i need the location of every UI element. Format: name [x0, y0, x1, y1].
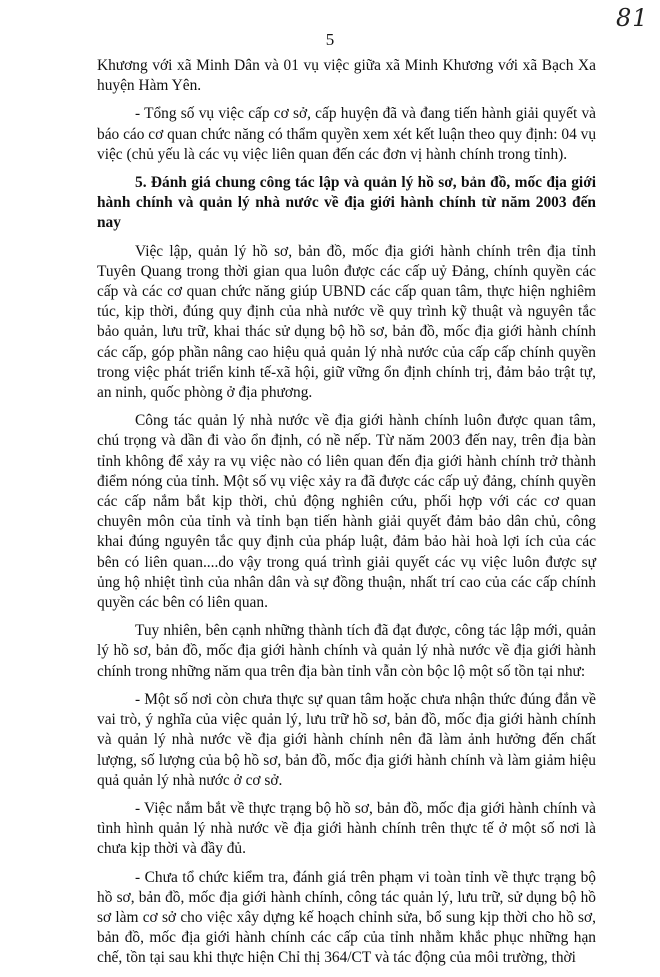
- document-body: [97, 56, 596, 977]
- paragraph-limitations-intro: Tuy nhiên, bên cạnh những thành tích đã đạt được, công tác lập mới, quản lý hồ sơ, bản đồ, mốc địa giới hành chính và quản lý nhà nước về địa giới hành chính trong những năm qua trên địa bàn tỉnh vẫn còn bộc lộ một số tồn tại như:: [97, 622, 596, 680]
- paragraph-dispute-summary: - Tổng số vụ việc cấp cơ sở, cấp huyện đã và đang tiến hành giải quyết và báo cáo cơ quan chức năng có thẩm quyền xem xét kết luận theo quy định: 04 vụ việc (chủ yếu là các vụ việc liên quan đến các đơn vị hành chính trong tỉnh).: [97, 105, 597, 163]
- paragraph-records-management: Việc lập, quản lý hồ sơ, bản đồ, mốc địa giới hành chính trên địa tỉnh Tuyên Quang trong thời gian qua luôn được các cấp uỷ Đảng, chính quyền các cấp và các cơ quan chức năng giúp UBND các cấp quan tâm, thực hiện nghiêm túc, kịp thời, đúng quy định của nhà nước về quy trình kỹ thuật và nguyên tắc bảo quản, lưu trữ, khai thác sử dụng bộ hồ sơ, bản đồ, mốc địa giới hành chính các cấp, góp phần nâng cao hiệu quả quản lý nhà nước của cấp cấp chính quyền trong việc phát triển kinh tế-xã hội, giữ vững ổn định chính trị, đảm bảo trật tự, an ninh, quốc phòng ở địa phương.: [97, 242, 596, 402]
- paragraph-limitation-2: - Việc nắm bắt về thực trạng bộ hồ sơ, bản đồ, mốc địa giới hành chính và tình hình quản lý nhà nước về địa giới hành chính trên thực tế ở một số nơi là chưa kịp thời và đầy đủ.: [97, 799, 596, 858]
- section-heading-5: 5. Đánh giá chung công tác lập và quản lý hồ sơ, bản đồ, mốc địa giới hành chính và quản lý nhà nước về địa giới hành chính từ năm 2003 đến nay: [97, 174, 596, 232]
- page-number: 5: [325, 30, 335, 49]
- handwritten-page-mark: 81: [616, 4, 649, 32]
- paragraph-limitation-3: - Chưa tổ chức kiểm tra, đánh giá trên phạm vi toàn tỉnh về thực trạng bộ hồ sơ, bản đồ, mốc địa giới hành chính, công tác quản lý, lưu trữ, sử dụng bộ hồ sơ làm cơ sở cho việc xây dựng kế hoạch chỉnh sửa, bổ sung kịp thời cho hồ sơ, bản đồ, mốc địa giới hành chính các cấp của tỉnh nhằm khắc phục những hạn chế, tồn tại sau khi thực hiện Chỉ thị 364/CT và tác động của môi trường, thời: [97, 868, 596, 967]
- paragraph-continuation: Khương với xã Minh Dân và 01 vụ việc giữa xã Minh Khương với xã Bạch Xa huyện Hàm Yên.: [97, 57, 596, 95]
- paragraph-state-management: Công tác quản lý nhà nước về địa giới hành chính luôn được quan tâm, chú trọng và dần đi vào ổn định, có nề nếp. Từ năm 2003 đến nay, trên địa bàn tỉnh không để xảy ra vụ việc nào có liên quan đến địa giới hành chính trở thành điểm nóng của tỉnh. Một số vụ việc xảy ra đã được các cấp uỷ đảng, chính quyền các cấp nắm bắt kịp thời, chủ động nghiên cứu, phối hợp với các cơ quan chuyên môn của tỉnh và tỉnh bạn tiến hành giải quyết đảm bảo dân chủ, công khai đúng nguyên tắc quy định của pháp luật, đảm bảo hài hoà lợi ích của các bên có liên quan....do vậy trong quá trình giải quyết các vụ việc luôn được sự ủng hộ nhiệt tình của nhân dân và sự đồng thuận, nhất trí cao của các cấp chính quyền các bên có liên quan.: [97, 412, 597, 612]
- paragraph-limitation-1: - Một số nơi còn chưa thực sự quan tâm hoặc chưa nhận thức đúng đắn về vai trò, ý nghĩa của việc quản lý, lưu trữ hồ sơ, bản đồ, mốc địa giới hành chính và quản lý nhà nước về địa giới hành chính nên đã làm ảnh hưởng đến chất lượng, số lượng của bộ hồ sơ, bản đồ, mốc địa giới hành chính và làm giảm hiệu quả quản lý nhà nước ở cơ sở.: [97, 690, 596, 789]
